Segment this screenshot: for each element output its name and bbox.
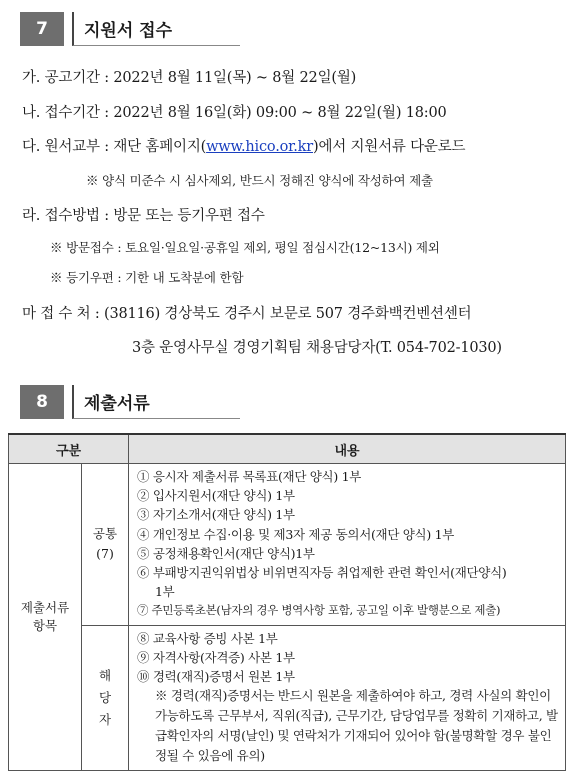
list-item: ① 응시자 제출서류 목록표(재단 양식) 1부 — [137, 469, 361, 484]
posting-period: 가. 공고기간 : 2022년 8월 11일(목) ~ 8월 22일(월) — [22, 70, 357, 86]
table-header-row — [9, 434, 566, 464]
career-certificate-note: ※ 경력(재직)증명서는 반드시 원본을 제출하여야 하고, 경력 사실의 확인이 가능하도록 근무부서, 직위(직급), 근무기간, 담당업무를 정확히 기재하고, 발급확인자의 서명(날인) 및 연락처가 기재되어 있어야 함(불명확할 경우 불인정될 수 있음에 유의) — [155, 688, 558, 764]
table-row — [9, 625, 566, 771]
list-item: ④ 개인정보 수집·이용 및 제3자 제공 동의서(재단 양식) 1부 — [137, 526, 454, 542]
visit-note: ※ 방문접수 : 토요일·일요일·공휴일 제외, 평일 점심시간(12~13시) 제외 — [50, 240, 440, 255]
list-item: ② 입사지원서(재단 양식) 1부 — [137, 488, 295, 504]
list-item: ⑩ 경력(재직)증명서 원본 1부 — [137, 669, 295, 685]
section-7-header — [20, 12, 240, 46]
list-item: ⑤ 공정채용확인서(재단 양식)1부 — [137, 545, 315, 561]
section-number: 7 — [20, 12, 64, 46]
common-items — [129, 464, 566, 626]
receiving-office-line2: 3층 운영사무실 경영기획팀 채용담당자(T. 054-702-1030) — [132, 340, 502, 356]
list-item: ⑧ 교육사항 증빙 사본 1부 — [137, 630, 278, 646]
section-8-header — [20, 385, 240, 419]
submission-documents-table — [8, 433, 566, 771]
header-category: 구분 — [9, 434, 129, 464]
list-item: ⑥ 부패방지권익위법상 비위면직자등 취업제한 관련 확인서(재단양식) — [137, 565, 507, 581]
application-period: 나. 접수기간 : 2022년 8월 16일(화) 09:00 ~ 8월 22일(월) 18:00 — [22, 105, 447, 121]
table-row — [9, 464, 566, 626]
group-common: 공통 (7) — [82, 464, 129, 626]
list-item: 1부 — [155, 584, 175, 600]
section-number: 8 — [20, 385, 64, 419]
mail-note: ※ 등기우편 : 기한 내 도착분에 한함 — [50, 270, 244, 285]
section-title: 지원서 접수 — [72, 12, 240, 46]
application-method: 라. 접수방법 : 방문 또는 등기우편 접수 — [22, 208, 265, 224]
relevant-items — [129, 625, 566, 771]
receiving-office: 마 접 수 처 : (38116) 경상북도 경주시 보문로 507 경주화백컨벤션센터 — [22, 306, 472, 322]
section-title: 제출서류 — [72, 385, 240, 419]
header-content: 내용 — [129, 434, 566, 464]
homepage-link[interactable]: www.hico.or.kr — [206, 139, 313, 155]
list-item: ③ 자기소개서(재단 양식) 1부 — [137, 507, 295, 523]
list-item: ⑦ 주민등록초본(남자의 경우 병역사항 포함, 공고일 이후 발행분으로 제출) — [137, 603, 501, 618]
list-item: ⑨ 자격사항(자격증) 사본 1부 — [137, 649, 295, 665]
form-note: ※ 양식 미준수 시 심사제외, 반드시 정해진 양식에 작성하여 제출 — [86, 173, 433, 188]
form-distribution: 다. 원서교부 : 재단 홈페이지(www.hico.or.kr)에서 지원서류 다운로드 — [22, 139, 466, 155]
category-cell: 제출서류 항목 — [9, 464, 82, 771]
group-relevant: 해 당 자 — [82, 625, 129, 771]
